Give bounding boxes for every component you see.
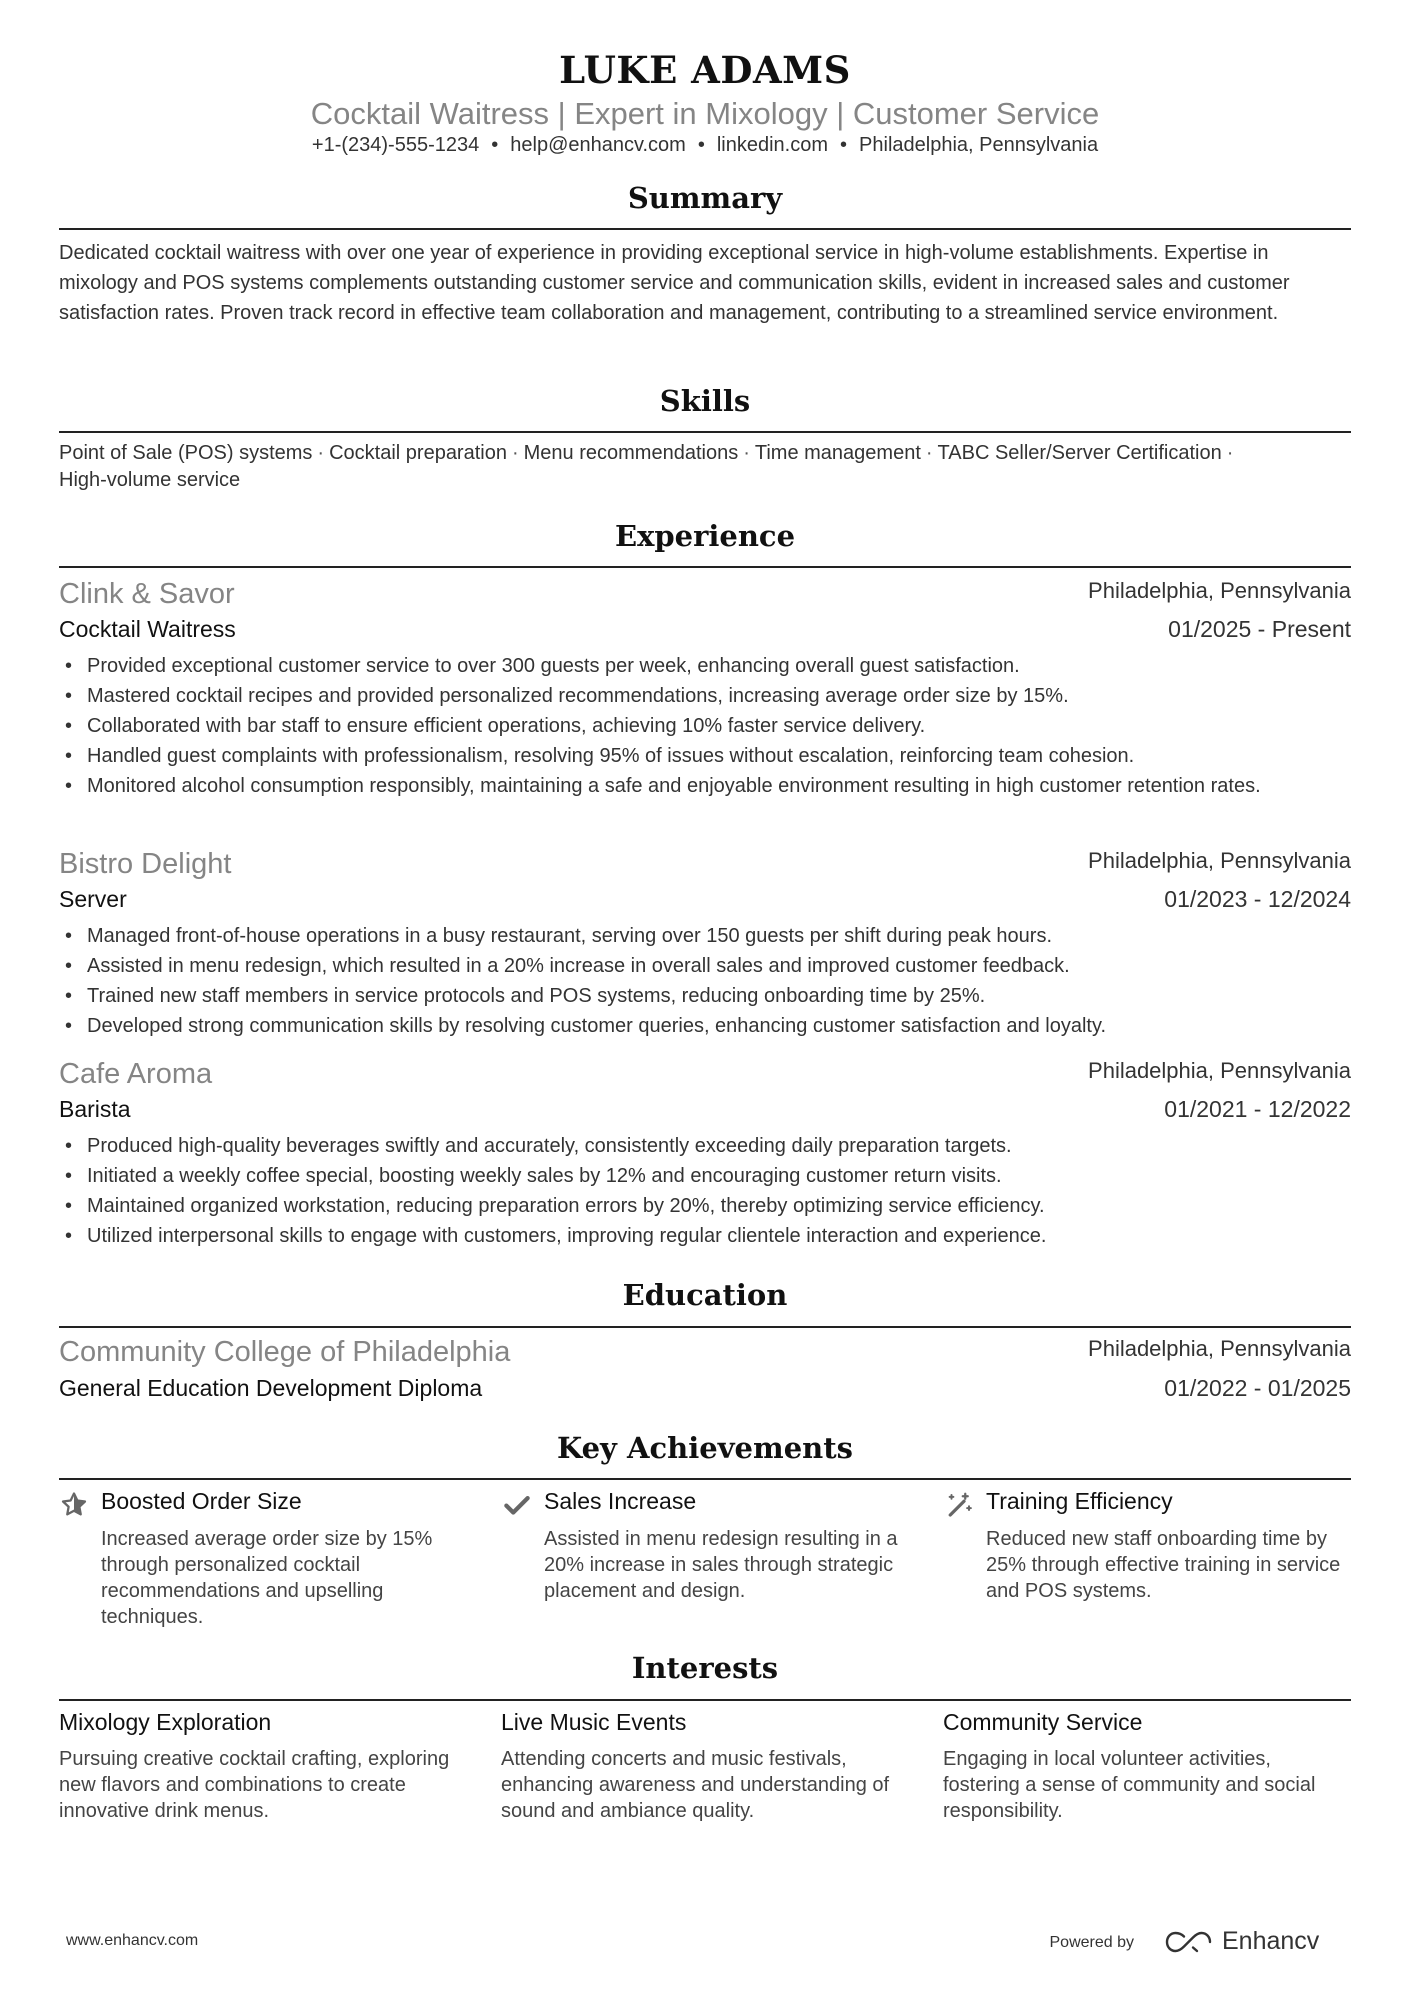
brand-name: Enhancv (1222, 1927, 1320, 1955)
interest-desc: Engaging in local volunteer activities, fostering a sense of community and social responsibility. (943, 1748, 1316, 1822)
contact-line (59, 134, 1351, 157)
achievement-title: Boosted Order Size (101, 1488, 302, 1514)
degree: General Education Development Diploma (59, 1375, 483, 1401)
job-bullets (59, 651, 1351, 801)
achievement-desc: Reduced new staff onboarding time by 25% through effective training in service and POS systems. (986, 1528, 1341, 1602)
checkmark-icon (502, 1490, 532, 1520)
skill-item: Point of Sale (POS) systems (59, 442, 313, 464)
interest-desc: Pursuing creative cocktail crafting, exploring new flavors and combinations to create innovative drink menus. (59, 1748, 450, 1822)
achievement-title: Sales Increase (544, 1488, 697, 1514)
interest-title: Mixology Exploration (59, 1709, 272, 1735)
job-role: Barista (59, 1096, 131, 1122)
wand-icon (944, 1490, 974, 1520)
achievements-heading: Key Achievements (557, 1431, 853, 1465)
skills-heading: Skills (659, 384, 751, 418)
school-location: Philadelphia, Pennsylvania (1088, 1336, 1351, 1361)
school-name: Community College of Philadelphia (59, 1336, 511, 1368)
bullet-item: • Utilized interpersonal skills to engage with customers, improving regular clientele interaction and experience. (59, 1221, 1351, 1251)
brand-logo[interactable] (1164, 1924, 1334, 1960)
interest-desc: Attending concerts and music festivals, enhancing awareness and understanding of sound and ambiance quality. (501, 1748, 890, 1822)
skill-item: Menu recommendations (523, 442, 739, 464)
job-role: Server (59, 886, 127, 912)
interest-title: Community Service (943, 1709, 1143, 1735)
linkedin[interactable]: linkedin.com (716, 134, 829, 156)
job-dates: 01/2021 - 12/2022 (1164, 1096, 1351, 1122)
bullet-item: • Monitored alcohol consumption responsibly, maintaining a safe and enjoyable environment resulting in high customer retention rates. (59, 771, 1351, 801)
company-name: Bistro Delight (59, 848, 232, 880)
interest-item (501, 1709, 921, 1824)
job-role: Cocktail Waitress (59, 616, 236, 642)
summary-text: Dedicated cocktail waitress with over one year of experience in providing exceptional service in high-volume establishments. Expertise in mixology and POS systems complements outstanding customer service and communication skills, evident in increased sales and customer satisfaction rates. Proven track record in effective team collaboration and management, contributing to a streamlined service environment. (59, 242, 1290, 324)
bullet-item: • Produced high-quality beverages swiftly and accurately, consistently exceeding daily preparation targets. (59, 1131, 1351, 1161)
headline: Cocktail Waitress | Expert in Mixology | Customer Service (310, 96, 1100, 131)
footer-website[interactable]: www.enhancv.com (66, 1932, 199, 1949)
separator: • (491, 134, 499, 156)
job-bullets (59, 1131, 1351, 1251)
job-dates: 01/2023 - 12/2024 (1164, 886, 1351, 912)
bullet-item: • Assisted in menu redesign, which resulted in a 20% increase in overall sales and improved customer feedback. (59, 951, 1351, 981)
bullet-item: • Provided exceptional customer service to over 300 guests per week, enhancing overall guest satisfaction. (59, 651, 1351, 681)
bullet-item: • Handled guest complaints with professionalism, resolving 95% of issues without escalation, reinforcing team cohesion. (59, 741, 1351, 771)
divider (59, 1699, 1351, 1701)
divider (59, 228, 1351, 230)
separator: • (840, 134, 848, 156)
bullet-item: • Mastered cocktail recipes and provided personalized recommendations, increasing average order size by 15%. (59, 681, 1351, 711)
job-location: Philadelphia, Pennsylvania (1088, 848, 1351, 873)
bullet-item: • Trained new staff members in service protocols and POS systems, reducing onboarding time by 25%. (59, 981, 1351, 1011)
experience-heading: Experience (614, 519, 796, 553)
separator: • (697, 134, 705, 156)
job-dates: 01/2025 - Present (1168, 616, 1351, 642)
phone[interactable]: +1-(234)-555-1234 (311, 134, 480, 156)
star-icon (59, 1490, 89, 1520)
job-location: Philadelphia, Pennsylvania (1088, 1058, 1351, 1083)
location: Philadelphia, Pennsylvania (859, 134, 1099, 156)
interests-heading: Interests (631, 1651, 779, 1685)
achievement-title: Training Efficiency (986, 1488, 1173, 1514)
skill-item: High-volume service (59, 469, 241, 491)
skills-list: Point of Sale (POS) systems · Cocktail preparation · Menu recommendations · Time management · TABC Seller/Server Certification · High-volume service (59, 442, 1234, 491)
enhancv-logo-icon (1164, 1930, 1214, 1954)
achievement-desc: Assisted in menu redesign resulting in a 20% increase in sales through strategic placement and design. (544, 1528, 898, 1602)
divider (59, 1478, 1351, 1480)
achievement-card (59, 1488, 459, 1628)
divider (59, 566, 1351, 568)
job-location: Philadelphia, Pennsylvania (1088, 578, 1351, 603)
bullet-item: • Initiated a weekly coffee special, boosting weekly sales by 12% and encouraging customer return visits. (59, 1161, 1351, 1191)
divider (59, 431, 1351, 433)
job-bullets (59, 921, 1351, 1041)
candidate-name: LUKE ADAMS (559, 48, 851, 92)
email[interactable]: help@enhancv.com (510, 134, 686, 156)
summary-heading: Summary (627, 181, 783, 215)
skill-item: TABC Seller/Server Certification (937, 442, 1222, 464)
skill-item: Time management (754, 442, 921, 464)
divider (59, 1326, 1351, 1328)
interest-item (59, 1709, 479, 1824)
skill-item: Cocktail preparation (329, 442, 507, 464)
education-heading: Education (622, 1278, 788, 1312)
bullet-item: • Developed strong communication skills by resolving customer queries, enhancing customer satisfaction and loyalty. (59, 1011, 1351, 1041)
bullet-item: • Managed front-of-house operations in a busy restaurant, serving over 150 guests per shift during peak hours. (59, 921, 1351, 951)
company-name: Cafe Aroma (59, 1058, 213, 1090)
powered-by-label: Powered by (1049, 1934, 1134, 1951)
achievement-card (944, 1488, 1344, 1628)
interest-item (943, 1709, 1363, 1824)
education-dates: 01/2022 - 01/2025 (1164, 1375, 1351, 1401)
interest-title: Live Music Events (501, 1709, 687, 1735)
achievement-desc: Increased average order size by 15% through personalized cocktail recommendations and upselling techniques. (101, 1528, 433, 1628)
bullet-item: • Collaborated with bar staff to ensure efficient operations, achieving 10% faster service delivery. (59, 711, 1351, 741)
company-name: Clink & Savor (59, 578, 235, 610)
bullet-item: • Maintained organized workstation, reducing preparation errors by 20%, thereby optimizing service efficiency. (59, 1191, 1351, 1221)
achievement-card (502, 1488, 902, 1628)
